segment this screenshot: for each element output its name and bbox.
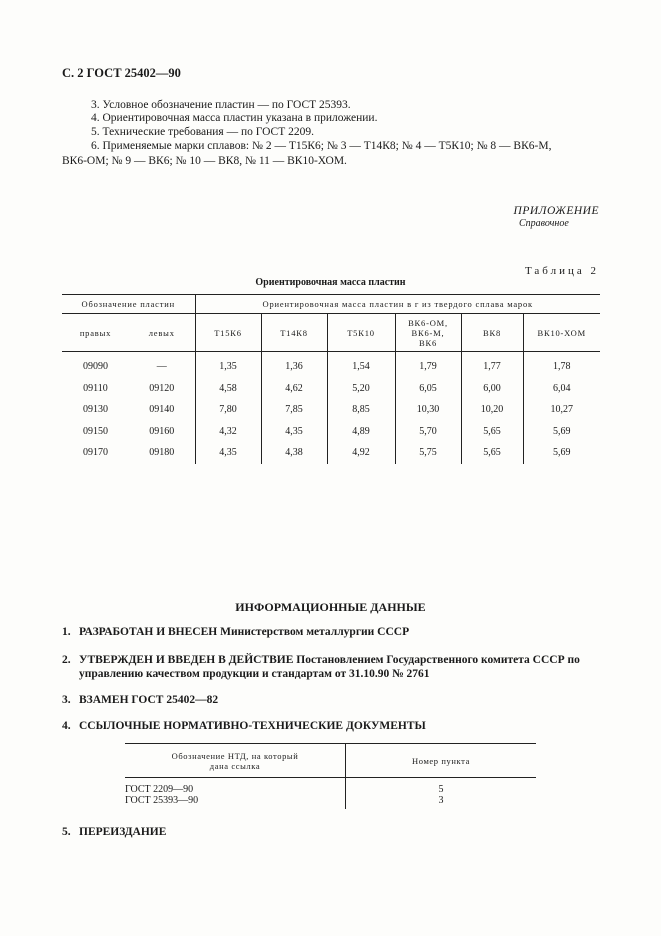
item-text: УТВЕРЖДЕН И ВВЕДЕН В ДЕЙСТВИЕ Постановлением Государственного комитета СССР по: [79, 654, 580, 666]
item-text: ПЕРЕИЗДАНИЕ: [79, 826, 167, 838]
info-item-3: [62, 694, 218, 706]
table-cell: 10,20: [461, 399, 523, 421]
col-t14k8: Т14К8: [261, 314, 327, 352]
ntd-point: 3: [346, 795, 537, 809]
item-text: РАЗРАБОТАН И ВНЕСЕН Министерством металлургии СССР: [79, 626, 410, 638]
info-item-5: [62, 826, 166, 838]
table-cell: 09150: [83, 425, 108, 437]
table-cell: 8,85: [327, 399, 395, 421]
col-vk6: [395, 314, 461, 352]
col-left: левых: [129, 314, 195, 352]
col-t5k10: Т5К10: [327, 314, 395, 352]
table-cell: 09140: [149, 404, 175, 416]
table-cell: 09120: [149, 382, 175, 394]
table-number: Таблица 2: [524, 265, 599, 277]
item-text: ВЗАМЕН ГОСТ 25402—82: [79, 694, 219, 706]
item-number: 3.: [62, 694, 71, 706]
mass-table: [62, 294, 600, 464]
paragraph-6-continuation: ВК6-ОМ; № 9 — ВК6; № 10 — ВК8, № 11 — ВК10-ХОМ.: [62, 155, 347, 167]
table-cell: 6,04: [523, 378, 600, 400]
table-cell: —: [156, 361, 167, 373]
table-cell: 1,77: [461, 352, 523, 378]
table-cell: 4,35: [261, 421, 327, 443]
col-vk6-line: ВК6-ОМ,: [408, 317, 448, 328]
table-cell: 5,65: [461, 442, 523, 464]
col-vk8: ВК8: [461, 314, 523, 352]
table-cell: 4,35: [195, 442, 261, 464]
item-number: 5.: [62, 826, 71, 838]
table-cell: 09180: [149, 447, 175, 459]
info-item-4: [62, 720, 426, 732]
paragraph-3: 3. Условное обозначение пластин — по ГОСТ 25393.: [91, 99, 351, 111]
table-cell: 10,27: [523, 399, 600, 421]
ntd-header-doc-line: дана ссылка: [209, 760, 261, 771]
info-item-2: [62, 654, 580, 666]
table-row: [62, 378, 600, 400]
ntd-point: 5: [346, 778, 537, 796]
table-cell: 09170: [83, 447, 108, 459]
info-item-1: [62, 626, 409, 638]
table-row: [62, 399, 600, 421]
table-cell: 5,70: [395, 421, 461, 443]
table-cell: 7,80: [195, 399, 261, 421]
ntd-doc: ГОСТ 25393—90: [125, 795, 199, 806]
table-cell: 7,85: [261, 399, 327, 421]
table-cell: 5,75: [395, 442, 461, 464]
table-cell: 4,32: [195, 421, 261, 443]
ntd-header-doc: [125, 744, 346, 778]
table-cell: 09130: [83, 404, 108, 416]
table-cell: 6,05: [395, 378, 461, 400]
col-right: правых: [62, 314, 129, 352]
item-number: 2.: [62, 654, 71, 666]
info-item-2-continuation: управлению качеством продукции и стандартам от 31.10.90 № 2761: [79, 668, 430, 680]
table-cell: 4,58: [195, 378, 261, 400]
paragraph-5: 5. Технические требования — по ГОСТ 2209.: [91, 126, 314, 138]
table-title: Ориентировочная масса пластин: [255, 277, 406, 288]
table-row: [62, 421, 600, 443]
table-cell: 10,30: [395, 399, 461, 421]
page-header: С. 2 ГОСТ 25402—90: [62, 66, 181, 80]
table-cell: 4,89: [327, 421, 395, 443]
table-cell: 1,54: [327, 352, 395, 378]
table-cell: 4,38: [261, 442, 327, 464]
table-cell: 09110: [83, 382, 108, 394]
table-row: [62, 352, 600, 378]
table-cell: 6,00: [461, 378, 523, 400]
table-cell: 1,36: [261, 352, 327, 378]
header-mass: Ориентировочная масса пластин в г из твердого сплава марок: [195, 295, 600, 314]
table-cell: 1,78: [523, 352, 600, 378]
item-number: 4.: [62, 720, 71, 732]
paragraph-6: 6. Применяемые марки сплавов: № 2 — Т15К6; № 3 — Т14К8; № 4 — Т5К10; № 8 — ВК6-М,: [91, 140, 552, 152]
item-text: ССЫЛОЧНЫЕ НОРМАТИВНО-ТЕХНИЧЕСКИЕ ДОКУМЕНТЫ: [79, 720, 426, 732]
col-t15k6: Т15К6: [195, 314, 261, 352]
appendix-subtitle: Справочное: [519, 218, 569, 229]
ntd-header-point: Номер пункта: [346, 744, 537, 778]
col-vk6-line: ВК6-М,: [411, 327, 445, 338]
ntd-header-doc-line: Обозначение НТД, на который: [171, 750, 299, 761]
table-cell: 1,35: [195, 352, 261, 378]
table-cell: 09160: [149, 425, 175, 437]
info-title: ИНФОРМАЦИОННЫЕ ДАННЫЕ: [235, 600, 426, 614]
col-vk10-xom: ВК10-ХОМ: [523, 314, 600, 352]
table-cell: 5,69: [523, 442, 600, 464]
table-cell: 5,20: [327, 378, 395, 400]
paragraph-4: 4. Ориентировочная масса пластин указана в приложении.: [91, 112, 378, 124]
table-cell: 4,62: [261, 378, 327, 400]
item-number: 1.: [62, 626, 71, 638]
ntd-table: [125, 743, 536, 809]
col-vk6-line: ВК6: [419, 337, 437, 348]
table-cell: 5,65: [461, 421, 523, 443]
appendix-title: ПРИЛОЖЕНИЕ: [513, 205, 599, 217]
table-cell: 5,69: [523, 421, 600, 443]
table-cell: 09090: [83, 361, 108, 373]
header-designation: Обозначение пластин: [62, 295, 195, 314]
table-cell: 4,92: [327, 442, 395, 464]
table-row: [62, 442, 600, 464]
table-cell: 1,79: [395, 352, 461, 378]
ntd-doc: ГОСТ 2209—90: [125, 784, 194, 795]
